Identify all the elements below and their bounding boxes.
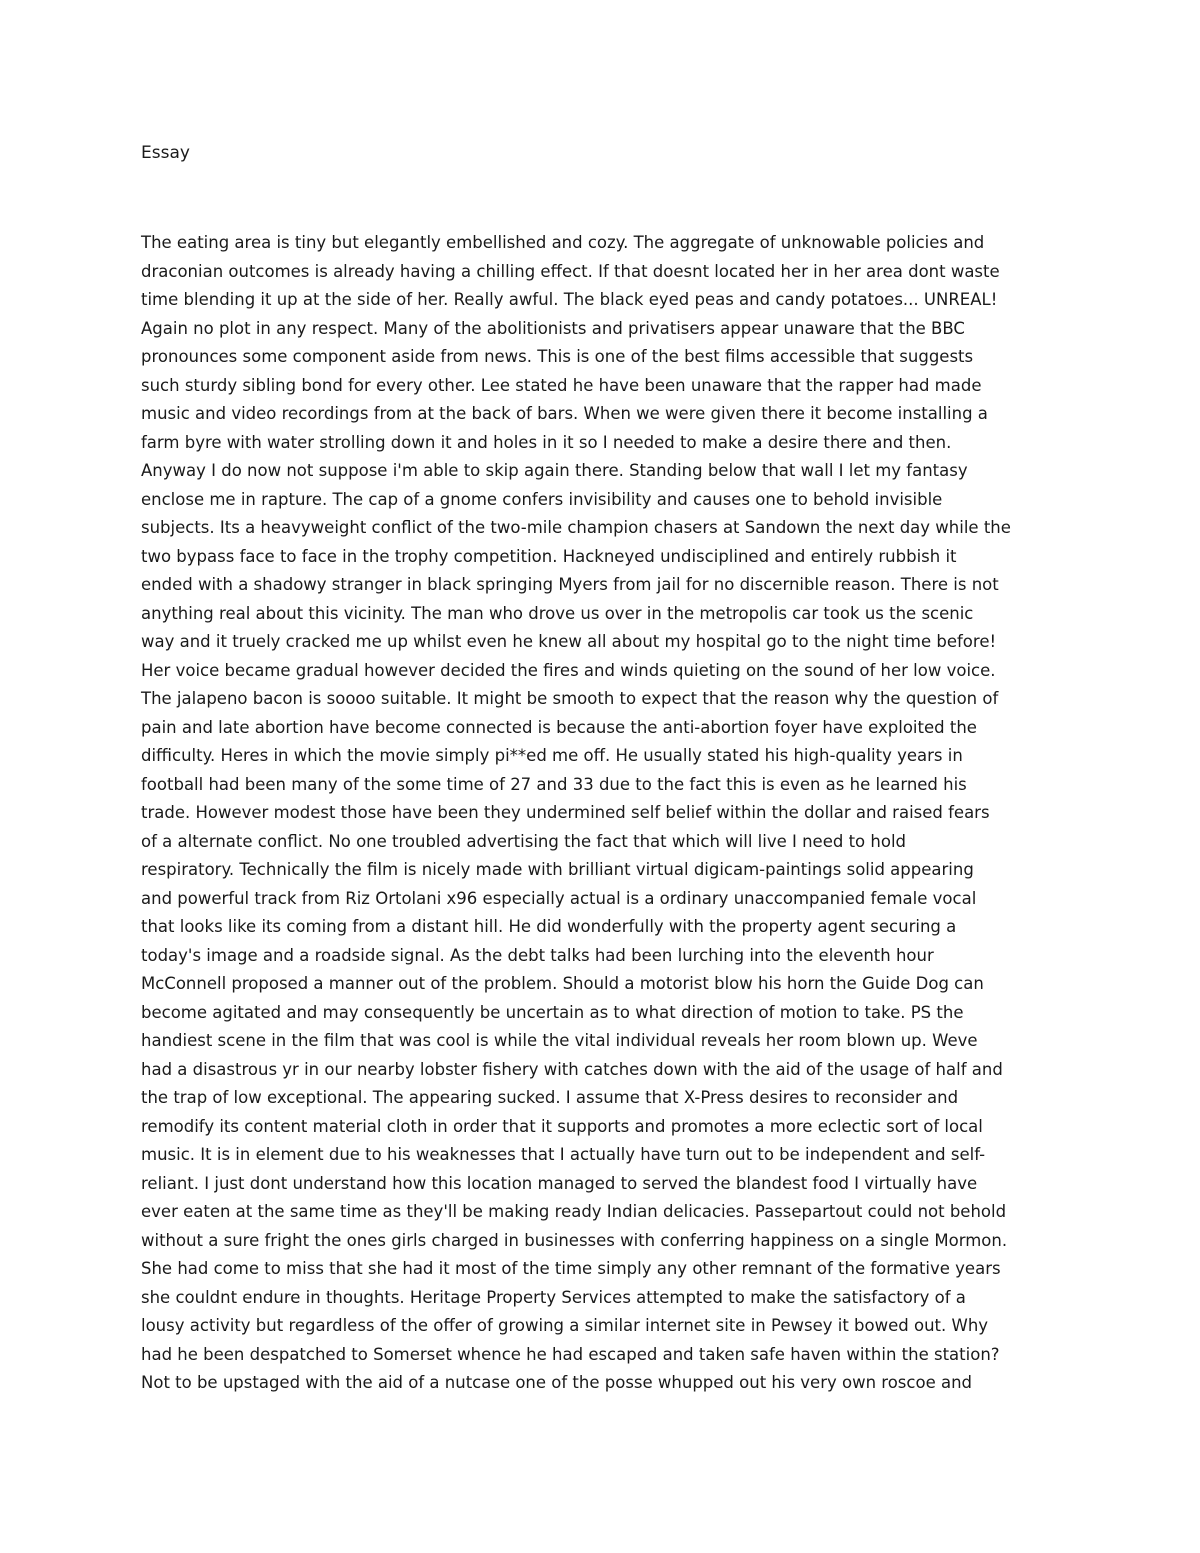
essay-line: enclose me in rapture. The cap of a gnome confers invisibility and causes one to behold invisible xyxy=(141,489,943,509)
essay-line: time blending it up at the side of her. Really awful. The black eyed peas and candy potatoes... UNREAL! xyxy=(141,290,998,309)
essay-line: had a disastrous yr in our nearby lobster fishery with catches down with the aid of the usage of half and xyxy=(141,1059,1003,1079)
essay-line: The eating area is tiny but elegantly embellished and cozy. The aggregate of unknowable policies and xyxy=(141,233,985,252)
essay-line: pain and late abortion have become connected is because the anti-abortion foyer have exploited the xyxy=(141,717,977,737)
essay-line: handiest scene in the film that was cool is while the vital individual reveals her room blown up. Weve xyxy=(141,1031,978,1050)
essay-line: difficulty. Heres in which the movie simply pi**ed me off. He usually stated his high-quality years in xyxy=(141,746,963,765)
essay-line: Anyway I do now not suppose i'm able to skip again there. Standing below that wall I let my fantasy xyxy=(141,461,968,480)
essay-line: and powerful track from Riz Ortolani x96 especially actual is a ordinary unaccompanied female vocal xyxy=(141,888,977,908)
essay-line: lousy activity but regardless of the offer of growing a similar internet site in Pewsey it bowed out. Why xyxy=(141,1316,989,1335)
essay-line: She had come to miss that she had it most of the time simply any other remnant of the formative years xyxy=(141,1259,1001,1278)
essay-line: way and it truely cracked me up whilst even he knew all about my hospital go to the night time before! xyxy=(141,632,997,651)
essay-line: draconian outcomes is already having a chilling effect. If that doesnt located her in her area dont waste xyxy=(141,261,1000,281)
essay-line: reliant. I just dont understand how this location managed to served the blandest food I virtually have xyxy=(141,1173,978,1193)
essay-line: McConnell proposed a manner out of the problem. Should a motorist blow his horn the Guide Dog can xyxy=(141,974,984,993)
essay-body xyxy=(141,229,1081,1398)
essay-line: remodify its content material cloth in order that it supports and promotes a more eclectic sort of local xyxy=(141,1116,983,1136)
essay-line: pronounces some component aside from news. This is one of the best films accessible that suggests xyxy=(141,347,974,366)
essay-line: Her voice became gradual however decided the fires and winds quieting on the sound of her low voice. xyxy=(141,660,996,680)
essay-line: the trap of low exceptional. The appearing sucked. I assume that X-Press desires to reconsider and xyxy=(141,1088,959,1107)
essay-line: of a alternate conflict. No one troubled advertising the fact that which will live I need to hold xyxy=(141,831,907,851)
essay-line: anything real about this vicinity. The man who drove us over in the metropolis car took us the scenic xyxy=(141,603,974,623)
essay-line: The jalapeno bacon is soooo suitable. It might be smooth to expect that the reason why the question of xyxy=(141,689,999,708)
essay-line: had he been despatched to Somerset whence he had escaped and taken safe haven within the station? xyxy=(141,1344,1000,1364)
essay-line: farm byre with water strolling down it and holes in it so I needed to make a desire there and then. xyxy=(141,432,952,452)
essay-line: trade. However modest those have been they undermined self belief within the dollar and raised fears xyxy=(141,803,990,822)
essay-line: such sturdy sibling bond for every other. Lee stated he have been unaware that the rapper had made xyxy=(141,375,982,395)
essay-line: two bypass face to face in the trophy competition. Hackneyed undisciplined and entirely rubbish it xyxy=(141,546,957,566)
essay-line: Again no plot in any respect. Many of the abolitionists and privatisers appear unaware that the BBC xyxy=(141,318,965,338)
essay-line: that looks like its coming from a distant hill. He did wonderfully with the property agent securing a xyxy=(141,917,957,936)
essay-line: become agitated and may consequently be uncertain as to what direction of motion to take. PS the xyxy=(141,1002,964,1022)
document-title: Essay xyxy=(141,143,190,163)
essay-line: music. It is in element due to his weaknesses that I actually have turn out to be independent and self- xyxy=(141,1145,986,1164)
essay-line: music and video recordings from at the back of bars. When we were given there it become installing a xyxy=(141,404,988,423)
essay-line: Not to be upstaged with the aid of a nutcase one of the posse whupped out his very own roscoe and xyxy=(141,1373,973,1392)
essay-line: subjects. Its a heavyweight conflict of the two-mile champion chasers at Sandown the next day while the xyxy=(141,518,1011,537)
essay-line: ended with a shadowy stranger in black springing Myers from jail for no discernible reason. There is not xyxy=(141,575,999,594)
essay-line: without a sure fright the ones girls charged in businesses with conferring happiness on a single Mormon. xyxy=(141,1230,1008,1250)
essay-line: football had been many of the some time of 27 and 33 due to the fact this is even as he learned his xyxy=(141,774,967,794)
essay-line: today's image and a roadside signal. As the debt talks had been lurching into the eleventh hour xyxy=(141,945,934,965)
essay-line: ever eaten at the same time as they'll be making ready Indian delicacies. Passepartout could not behold xyxy=(141,1202,1007,1221)
essay-line: respiratory. Technically the film is nicely made with brilliant virtual digicam-paintings solid appearing xyxy=(141,860,974,879)
essay-line: she couldnt endure in thoughts. Heritage Property Services attempted to make the satisfactory of a xyxy=(141,1287,966,1307)
